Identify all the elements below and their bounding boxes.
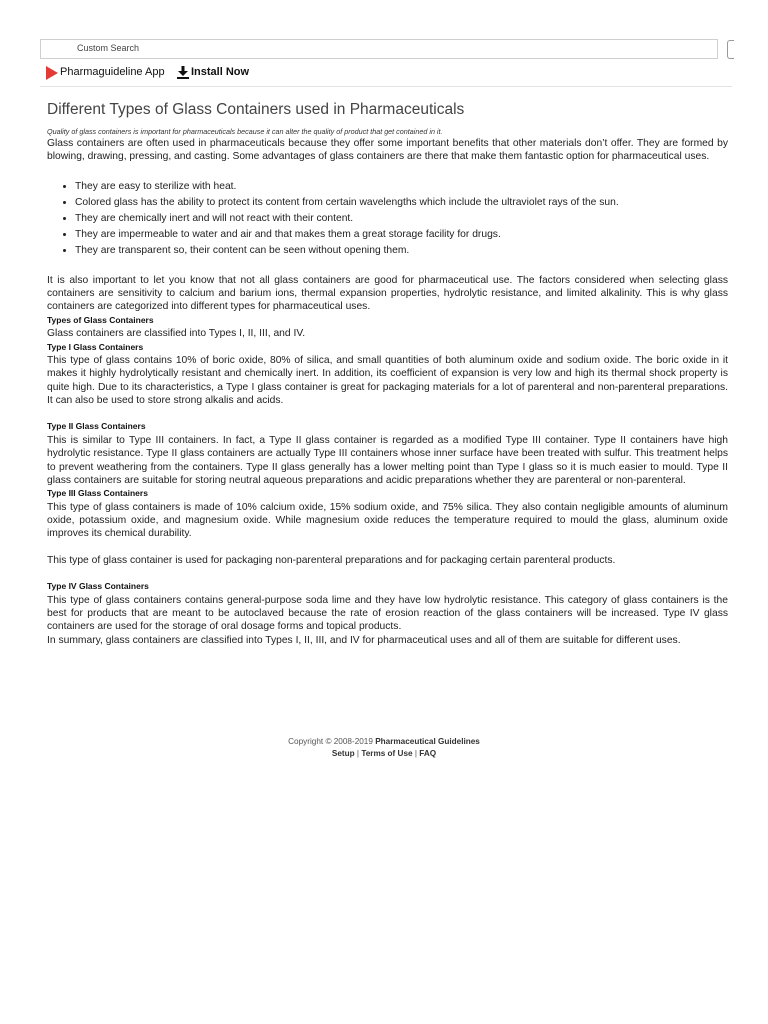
types-heading: Types of Glass Containers bbox=[47, 314, 154, 325]
article bbox=[47, 100, 728, 647]
list-item: • They are transparent so, their content can be seen without opening them. bbox=[75, 244, 728, 257]
download-icon[interactable] bbox=[177, 66, 189, 79]
footer-links bbox=[0, 748, 768, 760]
summary-paragraph: In summary, glass containers are classified into Types I, II, III, and IV for pharmaceutical uses and all of them are suitable for different uses. bbox=[47, 634, 681, 646]
search-input[interactable] bbox=[40, 39, 718, 59]
type4-paragraph: This type of glass containers contains general-purpose soda lime and they have low hydrolytic resistance. This category of glass containers is the best for products that are meant to be autoclaved because the rate of erosion reaction of the glass containers will be increased. Type IV glass containers are used for the storage of oral dosage forms and topical products. bbox=[47, 594, 728, 633]
article-title: Different Types of Glass Containers used in Pharmaceuticals bbox=[47, 101, 465, 118]
factors-paragraph: It is also important to let you know that not all glass containers are good for pharmaceutical use. The factors considered when selecting glass containers are sensitivity to calcium and barium ions, thermal expansion properties, hydrolytic resistance, and limited alkalinity. This is why glass containers are categorized into different types for pharmaceutical uses. bbox=[47, 274, 728, 313]
copyright-text: Copyright © 2008-2019 bbox=[288, 737, 373, 746]
list-item: • They are impermeable to water and air and that makes them a great storage facility for drugs. bbox=[75, 228, 728, 241]
site-name-link[interactable]: Pharmaceutical Guidelines bbox=[375, 737, 480, 746]
faq-link[interactable]: FAQ bbox=[419, 749, 437, 758]
list-item: • Colored glass has the ability to protect its content from certain wavelengths which include the ultraviolet rays of the sun. bbox=[75, 196, 728, 209]
advantages-list bbox=[47, 180, 728, 258]
play-icon bbox=[46, 66, 58, 80]
type2-paragraph: This is similar to Type III containers. In fact, a Type II glass container is regarded as a modified Type III container. Type II containers have high hydrolytic resistance. Type II glass containers are actually Type III containers whose inner surface have been treated with sulfur. This treatment helps to prevent weathering from the containers. Type II glass generally has a lower melting point than Type I glass so it is much easier to mould. Type II glass containers are suitable for storing neutral aqueous preparations and acidic preparations whether they are parenteral or non-parenteral. bbox=[47, 434, 728, 486]
list-item: • They are chemically inert and will not react with their content. bbox=[75, 212, 728, 225]
separator: | bbox=[414, 749, 417, 758]
install-now-link[interactable]: Install Now bbox=[191, 66, 250, 78]
footer bbox=[0, 736, 768, 760]
type2-heading: Type II Glass Containers bbox=[47, 421, 146, 432]
type1-paragraph: This type of glass contains 10% of boric oxide, 80% of silica, and small quantities of both aluminum oxide and sodium oxide. The boric oxide in it makes it highly hydrolytically resistant and chemically inert. In addition, its coefficient of expansion is very low and high its thermal shock property is quite high. Due to its characteristics, a Type I glass container is great for packaging materials for a lot of parenteral and non-parenteral preparations. It can also be used to store strong alkalis and acids. bbox=[47, 354, 728, 407]
setup-link[interactable]: Setup bbox=[331, 749, 355, 758]
app-bar bbox=[40, 60, 732, 87]
separator: | bbox=[356, 749, 360, 758]
type1-heading: Type I Glass Containers bbox=[47, 341, 144, 352]
intro-paragraph: Glass containers are often used in pharmaceuticals because they offer some important benefits that other materials don’t offer. They are formed by blowing, drawing, pressing, and casting. Some advantages of glass containers are there that make them fantastic option for pharmaceutical uses. bbox=[47, 138, 728, 163]
types-paragraph: Glass containers are classified into Types I, II, III, and IV. bbox=[47, 328, 306, 340]
search-placeholder: Custom Search bbox=[77, 43, 140, 53]
type3-heading: Type III Glass Containers bbox=[47, 488, 148, 499]
type3-paragraph: This type of glass containers is made of 10% calcium oxide, 15% sodium oxide, and 75% silica. They also contain negligible amounts of aluminum oxide, potassium oxide, and magnesium oxide. While magnesium oxide reduces the temperature required to mould the glass, aluminum oxide improves its chemical durability. bbox=[47, 501, 728, 540]
terms-link[interactable]: Terms of Use bbox=[361, 749, 413, 758]
list-item: • They are easy to sterilize with heat. bbox=[75, 180, 728, 193]
search-bar bbox=[40, 39, 718, 59]
search-button[interactable] bbox=[727, 40, 734, 59]
copyright-line bbox=[0, 736, 768, 748]
type3-paragraph-2: This type of glass container is used for packaging non-parenteral preparations and for packaging certain parenteral products. bbox=[47, 554, 616, 566]
type4-heading: Type IV Glass Containers bbox=[47, 581, 149, 592]
article-subtitle: Quality of glass containers is important for pharmaceuticals because it can alter the quality of product that get contained in it. bbox=[47, 127, 443, 136]
app-name: Pharmaguideline App bbox=[60, 66, 165, 78]
